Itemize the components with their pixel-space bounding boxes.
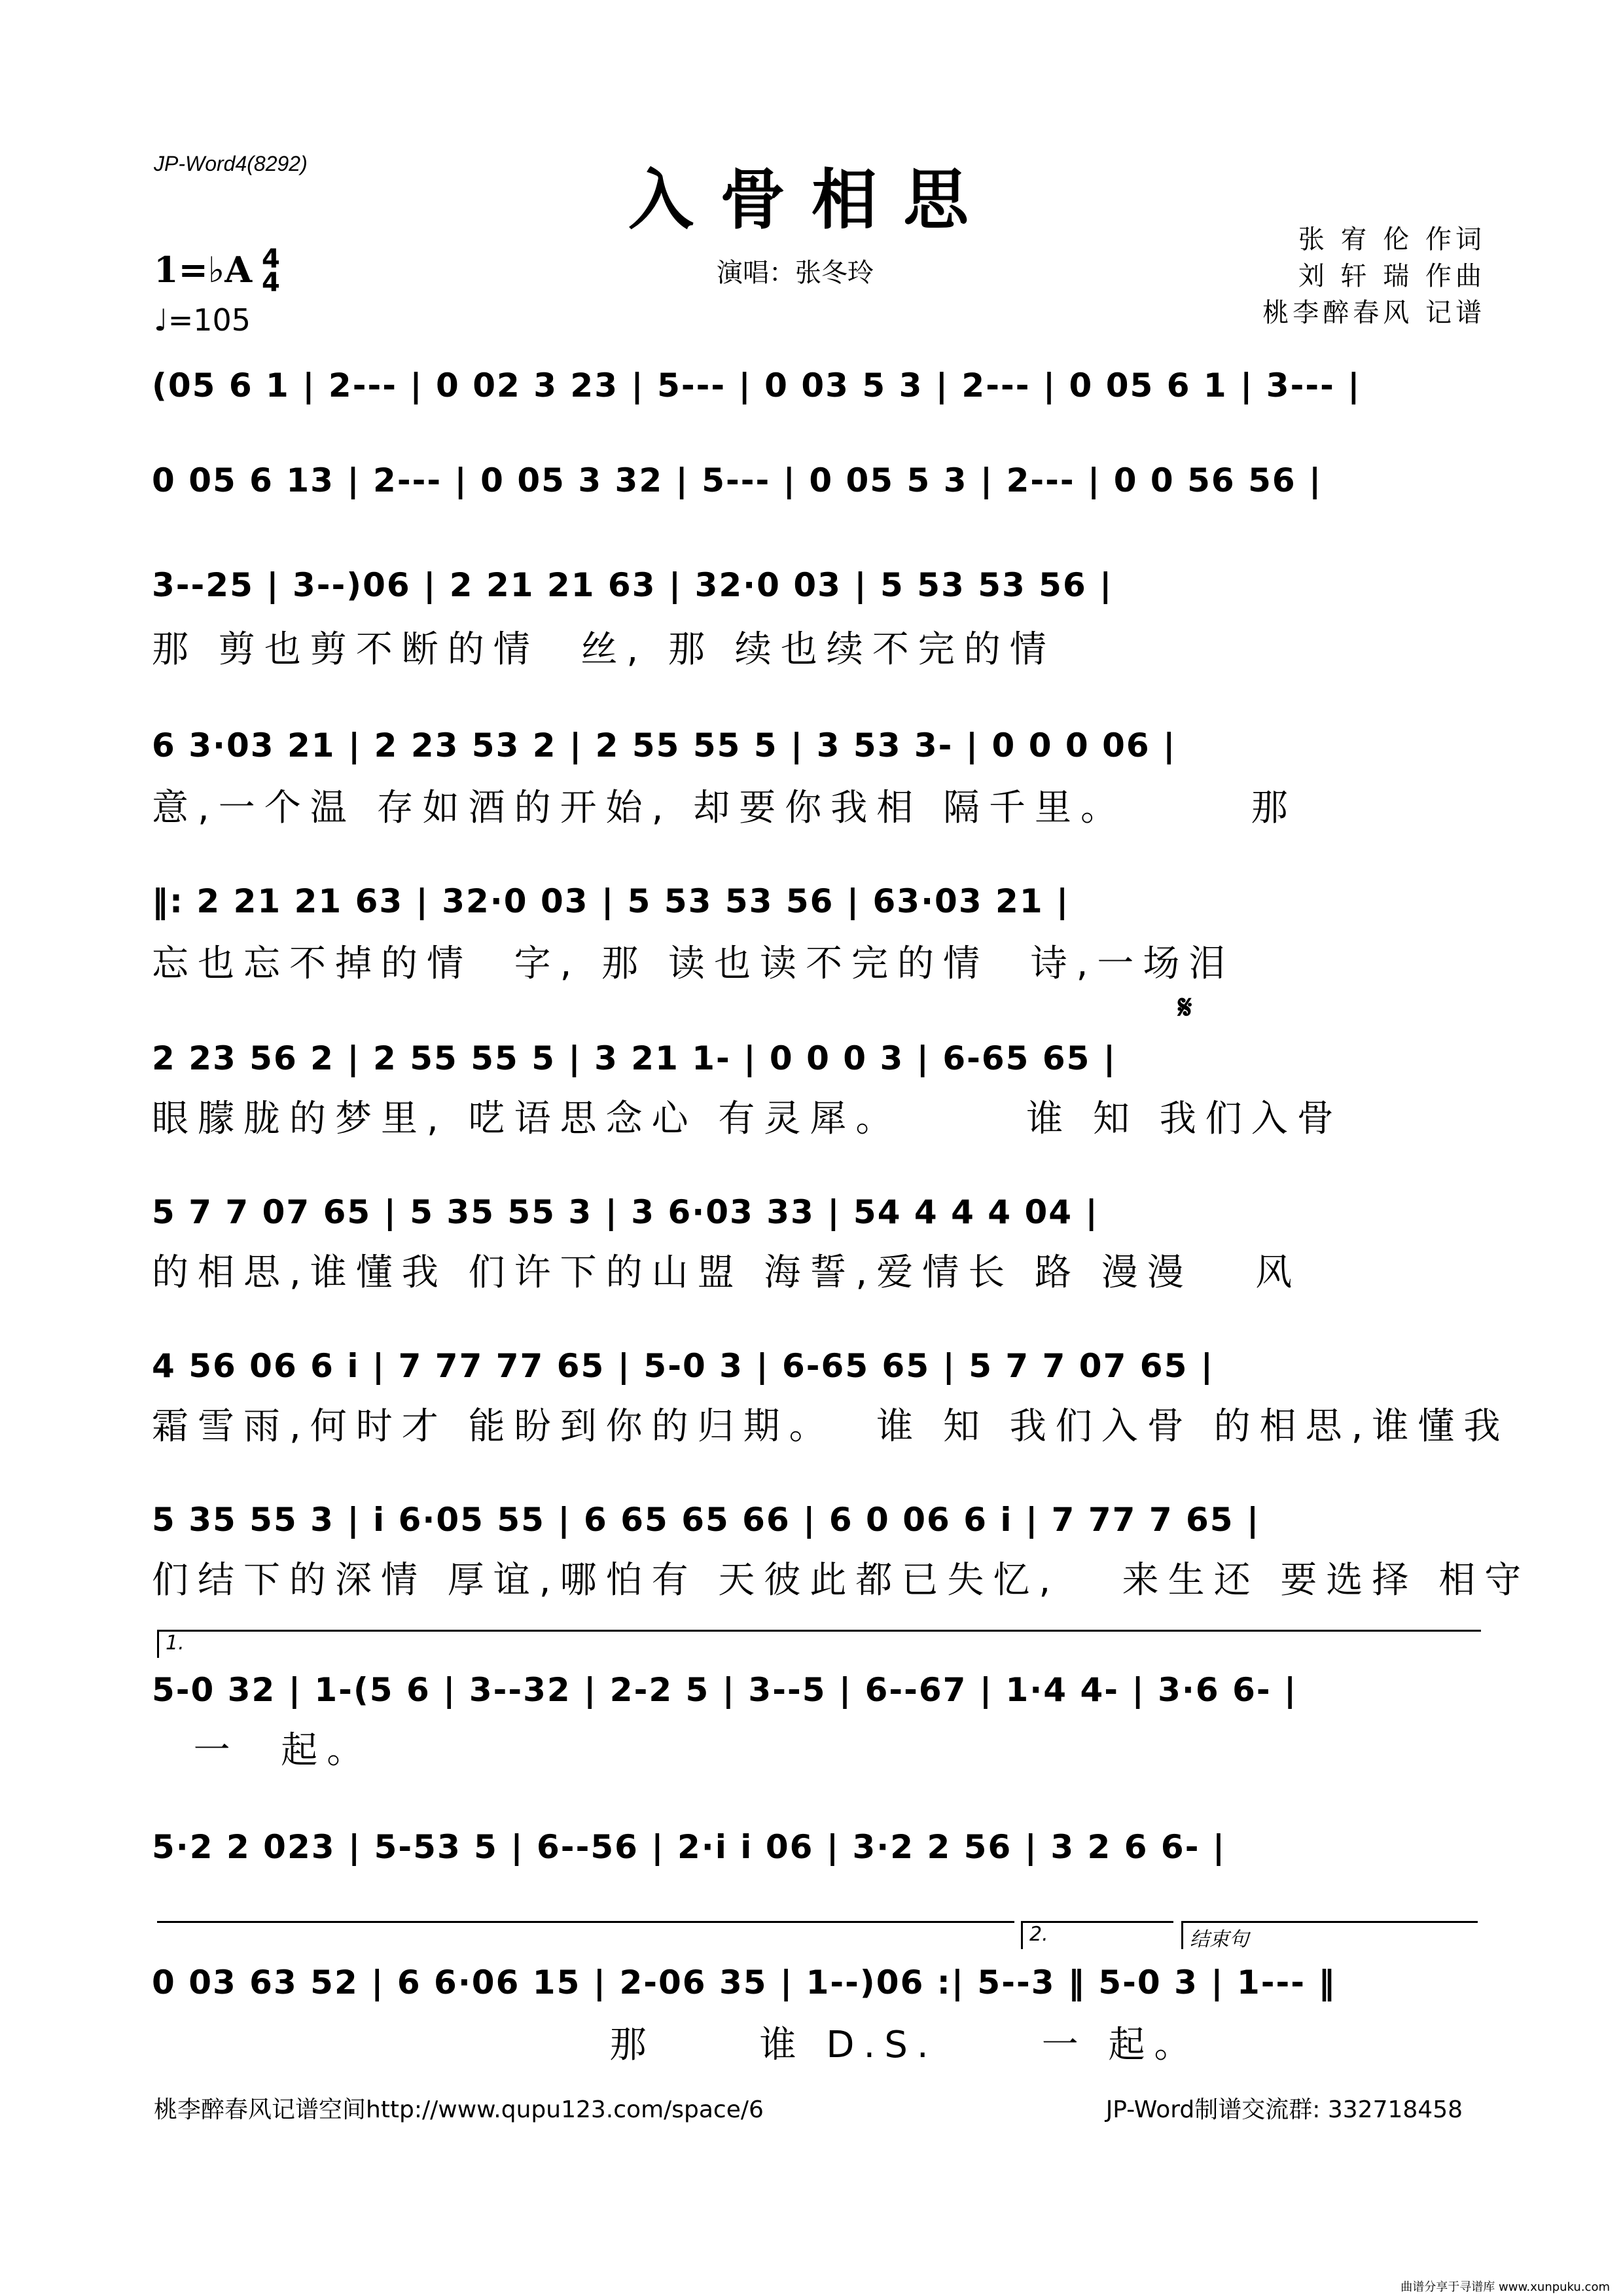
score-row-6-lyrics: 眼朦胧的梦里, 呓语思念心 有灵犀。 谁 知 我们入骨 <box>152 1098 1343 1140</box>
transcriber-credit: 桃李醉春风 记谱 <box>1262 298 1486 328</box>
score-row-4-lyrics: 意,一个温 存如酒的开始, 却要你我相 隔千里。 那 <box>152 787 1297 829</box>
footer-left: 桃李醉春风记谱空间http://www.qupu123.com/space/6 <box>154 2096 764 2123</box>
footer-watermark: 曲谱分享于寻谱库 www.xunpuku.com <box>1400 2280 1610 2294</box>
score-row-8-notes: 4 56 06 6 i | 7 77 77 65 | 5-0 3 | 6-65 65 | 5 7 7 07 65 | <box>152 1347 1215 1385</box>
volta-2-label: 2. <box>1029 1923 1048 1946</box>
score-row-3-lyrics: 那 剪也剪不断的情 丝, 那 续也续不完的情 <box>152 628 1056 671</box>
segno-sign: 𝄋 <box>1178 988 1192 1026</box>
repeat-line <box>157 1921 1014 1936</box>
key-signature: 1=♭A <box>154 249 253 291</box>
lyricist-credit: 张 宥 伦 作词 <box>1298 224 1486 255</box>
score-row-9-lyrics: 们结下的深情 厚谊,哪怕有 天彼此都已失忆, 来生还 要选择 相守 <box>152 1559 1531 1602</box>
score-row-10-notes: 5-0 32 | 1-(5 6 | 3--32 | 2-2 5 | 3--5 | 6--67 | 1·4 4- | 3·6 6- | <box>152 1671 1298 1709</box>
singer-credit: 演唱：张冬玲 <box>717 258 874 288</box>
score-row-7-lyrics: 的相思,谁懂我 们许下的山盟 海誓,爱情长 路 漫漫 风 <box>152 1251 1302 1294</box>
footer-right: JP-Word制谱交流群: 332718458 <box>1105 2096 1463 2123</box>
volta-1-label: 1. <box>166 1632 185 1655</box>
watermark: JP-Word4(8292) <box>154 152 308 175</box>
time-signature <box>262 244 280 298</box>
score-row-3-notes: 3--25 | 3--)06 | 2 21 21 63 | 32·0 03 | 5 53 53 56 | <box>152 566 1113 604</box>
score-row-5-notes: ‖: 2 21 21 63 | 32·0 03 | 5 53 53 56 | 63·03 21 | <box>152 882 1070 920</box>
score-row-11-notes: 5·2 2 023 | 5-53 5 | 6--56 | 2·i i 06 | 3·2 2 56 | 3 2 6 6- | <box>152 1828 1226 1866</box>
score-row-7-notes: 5 7 7 07 65 | 5 35 55 3 | 3 6·03 33 | 54 4 4 4 04 | <box>152 1193 1099 1231</box>
meter-bottom: 4 <box>262 268 280 298</box>
volta-2-bracket <box>1021 1921 1173 1949</box>
score-row-12-notes: 0 03 63 52 | 6 6·06 15 | 2-06 35 | 1--)06 :| 5--3 ‖ 5-0 3 | 1--- ‖ <box>152 1964 1336 2001</box>
tempo-mark: ♩=105 <box>154 302 251 338</box>
meter-top: 4 <box>262 244 280 274</box>
score-row-1-notes: (05 6 1 | 2--- | 0 02 3 23 | 5--- | 0 03 5 3 | 2--- | 0 05 6 1 | 3--- | <box>152 367 1361 404</box>
score-row-10-lyrics: 一 起。 <box>152 1729 373 1772</box>
score-row-2-notes: 0 05 6 13 | 2--- | 0 05 3 32 | 5--- | 0 05 5 3 | 2--- | 0 0 56 56 | <box>152 461 1323 499</box>
score-row-4-notes: 6 3·03 21 | 2 23 53 2 | 2 55 55 5 | 3 53 3- | 0 0 0 06 | <box>152 726 1177 764</box>
score-row-9-notes: 5 35 55 3 | i 6·05 55 | 6 65 65 66 | 6 0 06 6 i | 7 77 7 65 | <box>152 1501 1260 1539</box>
ending-label: 结束句 <box>1190 1928 1249 1951</box>
composer-credit: 刘 轩 瑞 作曲 <box>1298 261 1486 291</box>
score-row-5-lyrics: 忘也忘不掉的情 字, 那 读也读不完的情 诗,一场泪 <box>152 942 1235 985</box>
ending-bracket <box>1181 1921 1478 1949</box>
score-row-12-lyrics: 那 谁 D.S. 一 起。 <box>152 2024 1200 2066</box>
score-row-8-lyrics: 霜雪雨,何时才 能盼到你的归期。 谁 知 我们入骨 的相思,谁懂我 <box>152 1405 1510 1448</box>
volta-1-bracket <box>157 1630 1481 1658</box>
composer-credits <box>1262 221 1486 331</box>
page-title: 入骨相思 <box>628 161 995 238</box>
score-row-6-notes: 2 23 56 2 | 2 55 55 5 | 3 21 1- | 0 0 0 3 | 6-65 65 | <box>152 1039 1117 1077</box>
